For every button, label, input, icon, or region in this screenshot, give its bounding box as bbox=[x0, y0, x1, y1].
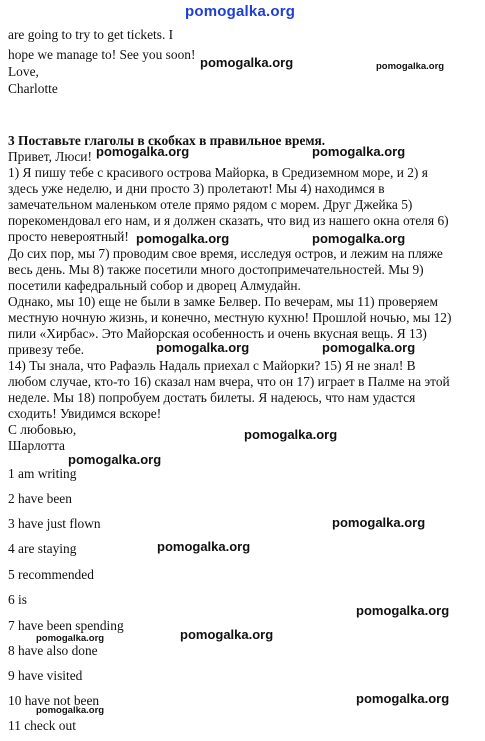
answer-item: 6 is bbox=[8, 592, 27, 607]
watermark: pomogalka.org bbox=[68, 452, 162, 467]
task-heading: 3 Поставьте глаголы в скобках в правильное время. bbox=[8, 133, 326, 148]
answer-item: 5 recommended bbox=[8, 567, 94, 582]
task-line: замечательном маленьком отеле прямо рядом с морем. Друг Джейка 5) bbox=[8, 197, 413, 212]
answer-item: 2 have been bbox=[8, 491, 72, 506]
task-line: местную ночную жизнь, и конечно, местную кухню! Прошлой ночью, мы 12) bbox=[8, 310, 452, 325]
task-line: привезу тебе. bbox=[8, 342, 85, 357]
watermark: pomogalka.org bbox=[156, 340, 250, 355]
task-line: Шарлотта bbox=[8, 438, 65, 453]
watermark: pomogalka.org bbox=[356, 603, 450, 618]
watermark: pomogalka.org bbox=[157, 539, 251, 554]
task-line: До сих пор, мы 7) проводим свое время, исследуя остров, и лежим на пляже bbox=[8, 246, 443, 261]
letter-end-line: Love, bbox=[8, 64, 39, 79]
letter-end-line: hope we manage to! See you soon! bbox=[8, 47, 196, 62]
answer-item: 7 have been spending bbox=[8, 618, 124, 633]
task-line: порекомендовал его нам, и я должен сказать, что вид из нашего окна отеля 6) bbox=[8, 213, 449, 228]
task-line: 1) Я пишу тебе с красивого острова Майорка, в Средиземном море, и 2) я bbox=[8, 165, 428, 180]
watermark-top: pomogalka.org bbox=[185, 3, 296, 20]
task-line: просто невероятный! bbox=[8, 229, 129, 244]
answer-item: 1 am writing bbox=[8, 466, 77, 481]
watermark: pomogalka.org bbox=[36, 705, 105, 716]
watermark: pomogalka.org bbox=[180, 627, 274, 642]
watermark: pomogalka.org bbox=[376, 61, 445, 72]
watermark: pomogalka.org bbox=[200, 55, 294, 70]
answer-item: 10 have not been bbox=[8, 693, 100, 708]
task-line: С любовью, bbox=[8, 422, 77, 437]
watermark: pomogalka.org bbox=[356, 691, 450, 706]
watermark: pomogalka.org bbox=[332, 515, 426, 530]
answer-item: 4 are staying bbox=[8, 541, 77, 556]
task-line: неделе. Мы 18) попробуем достать билеты. Я надеюсь, что нам удастся bbox=[8, 390, 416, 405]
watermark: pomogalka.org bbox=[322, 340, 416, 355]
watermark: pomogalka.org bbox=[36, 633, 105, 644]
task-line: здесь уже неделю, и дни просто 3) пролетают! Мы 4) находимся в bbox=[8, 181, 385, 196]
watermark: pomogalka.org bbox=[312, 231, 406, 246]
answer-item: 3 have just flown bbox=[8, 516, 101, 531]
task-line: Привет, Люси! bbox=[8, 149, 92, 164]
letter-end-line: Charlotte bbox=[8, 81, 58, 96]
task-line: любом случае, кто-то 16) сказал нам вчера, что он 17) играет в Палме на этой bbox=[8, 374, 450, 389]
watermark: pomogalka.org bbox=[96, 144, 190, 159]
task-line: сходить! Увидимся вскоре! bbox=[8, 406, 162, 421]
task-line: весь день. Мы 8) также посетили много достопримечательностей. Мы 9) bbox=[8, 262, 424, 277]
task-line: 14) Ты знала, что Рафаэль Надаль приехал с Майорки? 15) Я не знал! В bbox=[8, 358, 416, 373]
watermark: pomogalka.org bbox=[136, 231, 230, 246]
answer-item: 8 have also done bbox=[8, 643, 98, 658]
answer-item: 9 have visited bbox=[8, 668, 83, 683]
task-line: Однако, мы 10) еще не были в замке Белвер. По вечерам, мы 11) проверяем bbox=[8, 294, 438, 309]
letter-end-line: are going to try to get tickets. I bbox=[8, 27, 174, 42]
watermark: pomogalka.org bbox=[244, 427, 338, 442]
task-line: посетили кафедральный собор и дворец Алмудайн. bbox=[8, 278, 301, 293]
answer-item: 11 check out bbox=[8, 718, 76, 733]
task-line: пили «Хирбас». Это Майорская особенность и очень вкусная вещь. Я 13) bbox=[8, 326, 427, 341]
watermark: pomogalka.org bbox=[312, 144, 406, 159]
